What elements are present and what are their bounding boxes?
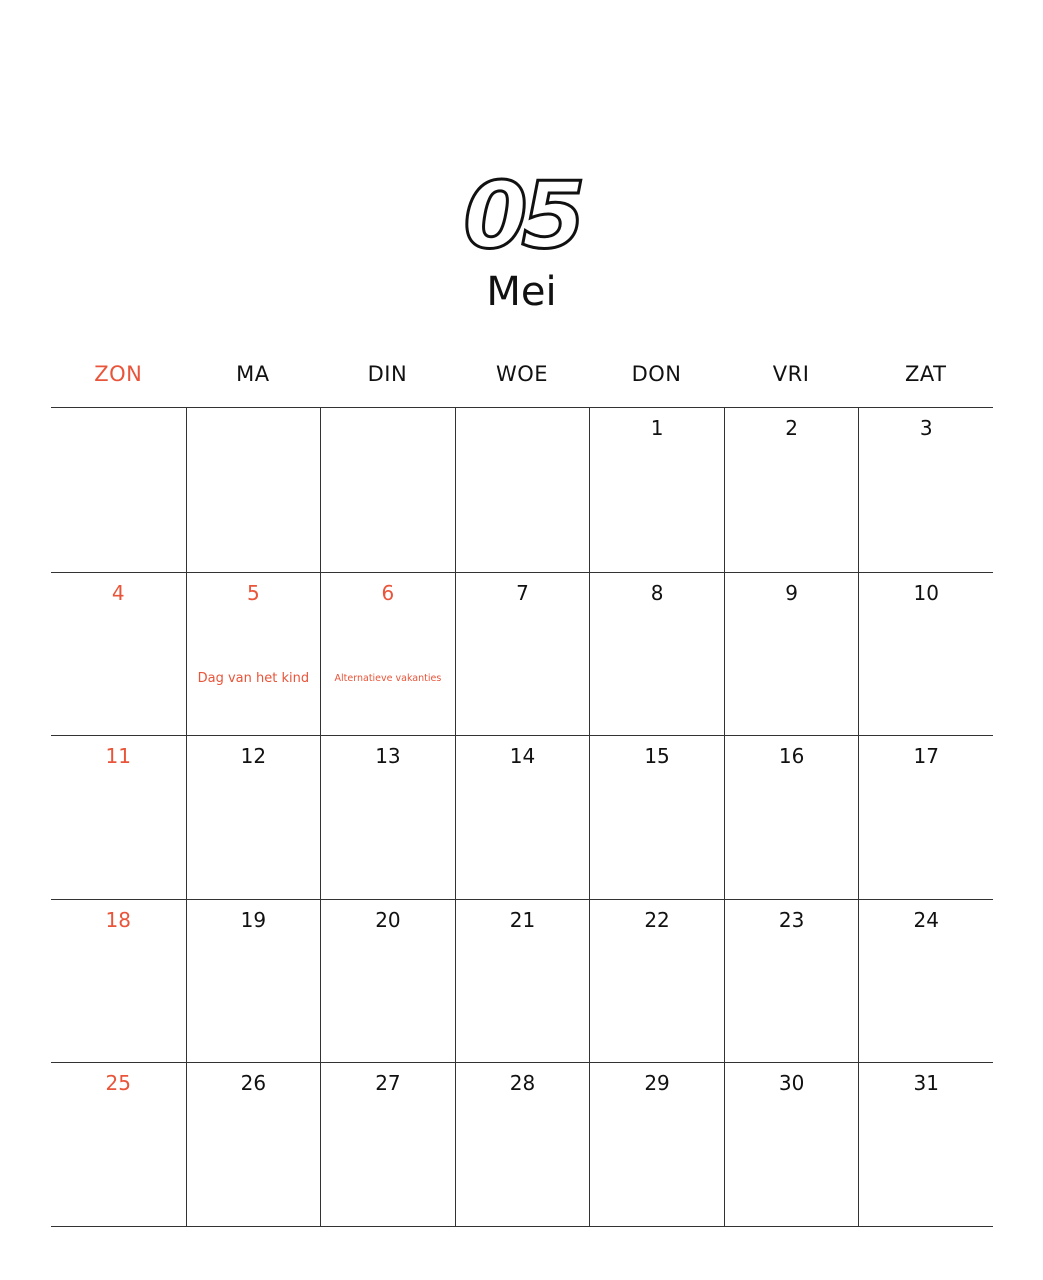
day-number: 14 (509, 744, 536, 769)
calendar-day-cell[interactable] (186, 735, 321, 899)
day-number: 9 (785, 580, 798, 605)
calendar-day-cell[interactable] (724, 735, 859, 899)
day-number: 6 (381, 580, 395, 605)
calendar-day-cell[interactable] (589, 408, 724, 572)
weekday-tuesday: DIN (367, 362, 408, 386)
calendar-day-cell[interactable] (589, 1062, 724, 1226)
calendar-day-cell[interactable] (455, 899, 590, 1063)
day-number: 3 (919, 416, 933, 440)
calendar-day-cell[interactable] (51, 408, 186, 572)
day-number: 20 (375, 907, 401, 932)
calendar-day-cell[interactable] (320, 735, 455, 899)
calendar-day-cell[interactable] (51, 899, 186, 1063)
day-number: 12 (240, 744, 267, 769)
day-number: 1 (650, 416, 664, 440)
calendar-day-cell[interactable] (858, 899, 993, 1063)
day-number: 7 (516, 580, 529, 605)
weekday-sunday: ZON (94, 362, 143, 386)
calendar-day-cell[interactable] (589, 572, 724, 736)
calendar-day-cell[interactable] (320, 1062, 455, 1226)
day-number: 10 (913, 580, 939, 605)
day-number: 4 (111, 580, 125, 605)
calendar-day-cell[interactable] (858, 735, 993, 899)
day-number: 28 (509, 1071, 536, 1096)
day-number: 27 (375, 1071, 401, 1096)
weekday-saturday: ZAT (904, 362, 947, 386)
day-number: 18 (105, 907, 131, 932)
day-number: 15 (644, 744, 670, 769)
day-event-label: Alternatieve vakanties (334, 672, 442, 684)
day-number: 30 (778, 1071, 805, 1096)
calendar-day-cell[interactable] (589, 735, 724, 899)
calendar-day-cell[interactable] (455, 1062, 590, 1226)
weekday-thursday: DON (631, 362, 682, 386)
calendar-day-cell[interactable] (724, 572, 859, 736)
calendar-day-cell[interactable] (51, 735, 186, 899)
calendar-day-cell[interactable] (320, 572, 455, 736)
day-number: 22 (644, 907, 670, 932)
calendar-grid (51, 407, 993, 1227)
weekday-wednesday: WOE (495, 362, 549, 386)
day-number: 11 (105, 744, 131, 769)
calendar-day-cell[interactable] (724, 899, 859, 1063)
calendar-day-cell[interactable] (51, 1062, 186, 1226)
weekday-header-row (51, 358, 993, 390)
calendar-day-cell[interactable] (858, 1062, 993, 1226)
calendar-day-cell[interactable] (186, 899, 321, 1063)
calendar-day-cell[interactable] (589, 899, 724, 1063)
calendar-day-cell[interactable] (724, 408, 859, 572)
day-number: 31 (913, 1071, 939, 1096)
calendar-day-cell[interactable] (320, 899, 455, 1063)
day-number: 2 (785, 416, 798, 440)
day-number: 8 (650, 580, 664, 605)
calendar-day-cell[interactable] (186, 408, 321, 572)
calendar-day-cell[interactable] (455, 572, 590, 736)
day-number: 26 (240, 1071, 267, 1096)
calendar-day-cell[interactable] (51, 572, 186, 736)
calendar-day-cell[interactable] (858, 408, 993, 572)
calendar-day-cell[interactable] (320, 408, 455, 572)
calendar-day-cell[interactable] (186, 572, 321, 736)
calendar-day-cell[interactable] (858, 572, 993, 736)
calendar-day-cell[interactable] (455, 408, 590, 572)
day-number: 23 (778, 907, 805, 932)
day-number: 25 (105, 1071, 131, 1096)
day-number: 29 (644, 1071, 670, 1096)
calendar-day-cell[interactable] (455, 735, 590, 899)
weekday-monday: MA (236, 362, 270, 386)
day-number: 17 (913, 744, 939, 769)
day-number: 24 (913, 907, 939, 932)
calendar-day-cell[interactable] (724, 1062, 859, 1226)
day-number: 21 (509, 907, 536, 932)
calendar-day-cell[interactable] (186, 1062, 321, 1226)
day-number: 5 (246, 580, 260, 605)
month-name: Mei (486, 269, 557, 315)
day-number: 13 (375, 744, 401, 769)
month-number: 05 (463, 162, 580, 269)
weekday-friday: VRI (772, 362, 810, 386)
day-event-label: Dag van het kind (197, 670, 310, 686)
day-number: 19 (240, 907, 267, 932)
day-number: 16 (778, 744, 805, 769)
